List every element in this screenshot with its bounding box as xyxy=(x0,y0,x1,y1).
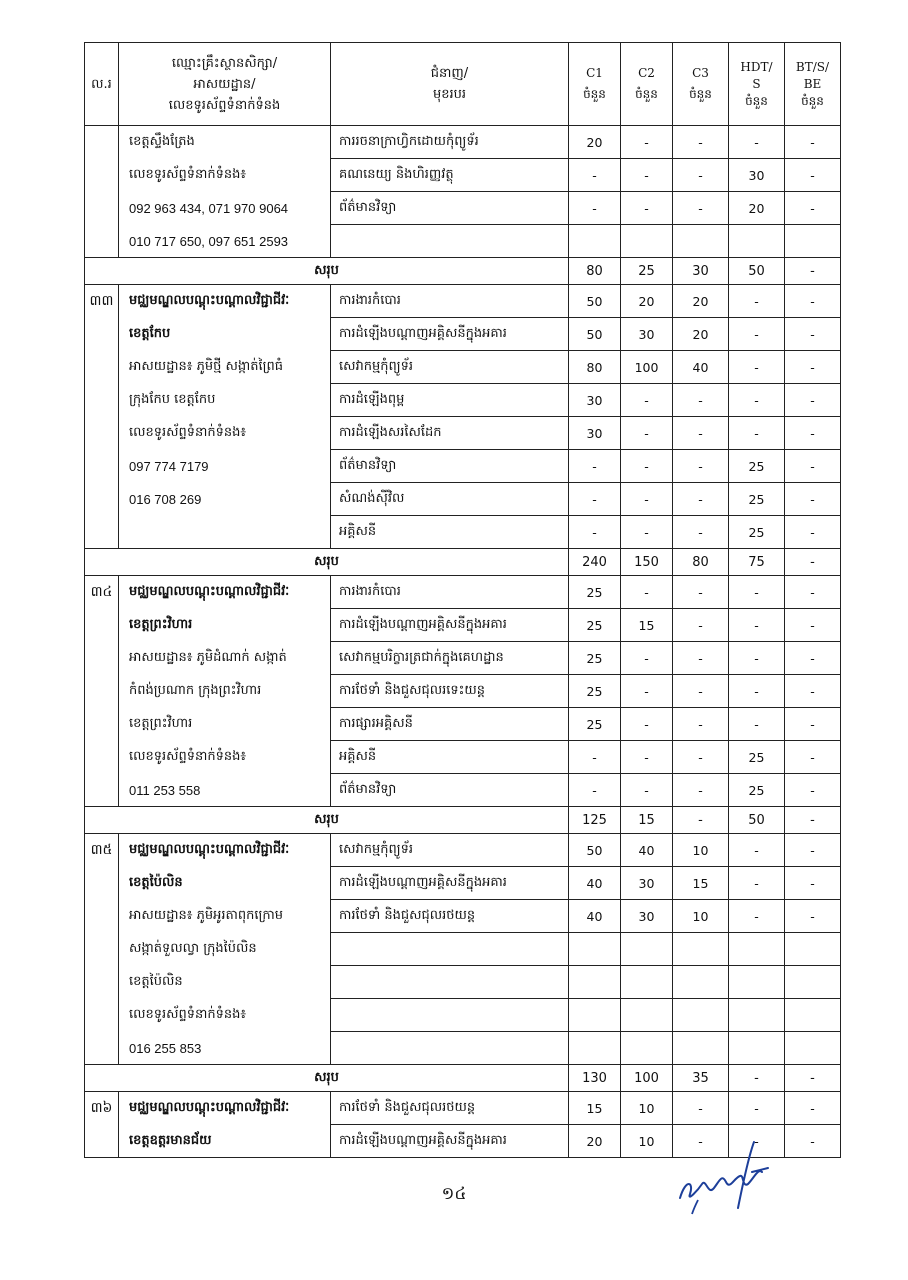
table-row xyxy=(85,675,841,708)
header-skill xyxy=(331,43,569,126)
total-bt-cell: - xyxy=(785,807,841,834)
institution-cell: មជ្ឈមណ្ឌលបណ្តុះបណ្តាលវិជ្ជាជីវៈ xyxy=(119,285,331,318)
c3-count-cell: - xyxy=(673,483,729,516)
header-c1-count: ចំនួន xyxy=(583,87,606,101)
c2-count-cell: 20 xyxy=(621,285,673,318)
bt-count-cell: - xyxy=(785,450,841,483)
hdt-count-cell: - xyxy=(729,708,785,741)
skill-cell: ព័ត៌មានវិទ្យា xyxy=(331,192,569,225)
header-c2-count: ចំនួន xyxy=(635,87,658,101)
c2-count-cell: - xyxy=(621,675,673,708)
c1-count-cell: 40 xyxy=(569,867,621,900)
c1-count-cell: 30 xyxy=(569,384,621,417)
institution-cell: មជ្ឈមណ្ឌលបណ្តុះបណ្តាលវិជ្ជាជីវៈ xyxy=(119,1092,331,1125)
row-index: ៣៣ xyxy=(85,285,119,549)
header-c2-code: C2 xyxy=(638,66,655,80)
page-number: ១៤ xyxy=(441,1184,467,1204)
skill-cell xyxy=(331,966,569,999)
skill-cell: គណនេយ្យ និងហិរញ្ញវត្ថុ xyxy=(331,159,569,192)
bt-count-cell: - xyxy=(785,483,841,516)
header-bt-code1: BT/S/ xyxy=(795,59,830,74)
skill-cell: អគ្គិសនី xyxy=(331,516,569,549)
hdt-count-cell: - xyxy=(729,1092,785,1125)
total-c2-cell: 15 xyxy=(621,807,673,834)
c2-count-cell: - xyxy=(621,450,673,483)
c2-count-cell xyxy=(621,933,673,966)
row-index: ៣៤ xyxy=(85,576,119,807)
c2-count-cell: 30 xyxy=(621,318,673,351)
hdt-count-cell: 25 xyxy=(729,450,785,483)
skill-cell: ការរចនាក្រាហ្វិកដោយកុំព្យូទ័រ xyxy=(331,126,569,159)
total-row xyxy=(85,807,841,834)
hdt-count-cell: 25 xyxy=(729,483,785,516)
header-institution-line1: ឈ្មោះគ្រឹះស្ថានសិក្សា/ xyxy=(171,55,278,71)
enrollment-table xyxy=(84,42,841,1158)
c1-count-cell: 25 xyxy=(569,642,621,675)
bt-count-cell: - xyxy=(785,867,841,900)
hdt-count-cell: - xyxy=(729,417,785,450)
institution-cell: ខេត្តកែប xyxy=(119,318,331,351)
total-hdt-cell: 75 xyxy=(729,549,785,576)
skill-cell: ការងារកំបោរ xyxy=(331,285,569,318)
header-c1 xyxy=(569,43,621,126)
table-row xyxy=(85,483,841,516)
institution-cell: 011 253 558 xyxy=(119,774,331,807)
c2-count-cell: 30 xyxy=(621,867,673,900)
bt-count-cell: - xyxy=(785,576,841,609)
skill-cell: ការដំឡើងសរសៃដែក xyxy=(331,417,569,450)
skill-cell: ការថែទាំ និងជួសជុលរទេះយន្ត xyxy=(331,675,569,708)
skill-cell: ព័ត៌មានវិទ្យា xyxy=(331,774,569,807)
institution-cell: អាសយដ្ឋាន៖ ភូមិដំណាក់ សង្កាត់ xyxy=(119,642,331,675)
institution-cell: លេខទូរស័ព្ទទំនាក់ទំនង៖ xyxy=(119,741,331,774)
skill-cell xyxy=(331,933,569,966)
total-c2-cell: 100 xyxy=(621,1065,673,1092)
c1-count-cell: - xyxy=(569,483,621,516)
total-c1-cell: 130 xyxy=(569,1065,621,1092)
table-row xyxy=(85,285,841,318)
c3-count-cell: 10 xyxy=(673,834,729,867)
c2-count-cell: 40 xyxy=(621,834,673,867)
skill-cell: សេវាកម្មបរិក្ខារត្រជាក់ក្នុងគេហដ្ឋាន xyxy=(331,642,569,675)
c1-count-cell: - xyxy=(569,192,621,225)
row-index: ៣៥ xyxy=(85,834,119,1065)
hdt-count-cell: 30 xyxy=(729,159,785,192)
c1-count-cell xyxy=(569,966,621,999)
header-institution-line3: លេខទូរស័ព្ទទំនាក់ទំនង xyxy=(168,97,281,113)
c1-count-cell: - xyxy=(569,159,621,192)
institution-cell: មជ្ឈមណ្ឌលបណ្តុះបណ្តាលវិជ្ជាជីវៈ xyxy=(119,576,331,609)
c2-count-cell: - xyxy=(621,774,673,807)
institution-cell: ខេត្តឧត្តរមានជ័យ xyxy=(119,1125,331,1158)
c1-count-cell xyxy=(569,225,621,258)
c3-count-cell: - xyxy=(673,774,729,807)
total-c1-cell: 240 xyxy=(569,549,621,576)
c2-count-cell: 100 xyxy=(621,351,673,384)
c3-count-cell: - xyxy=(673,126,729,159)
bt-count-cell: - xyxy=(785,675,841,708)
c3-count-cell: - xyxy=(673,417,729,450)
header-c3-count: ចំនួន xyxy=(689,87,712,101)
table-row xyxy=(85,933,841,966)
bt-count-cell: - xyxy=(785,708,841,741)
c1-count-cell: 25 xyxy=(569,576,621,609)
c1-count-cell xyxy=(569,933,621,966)
hdt-count-cell: - xyxy=(729,126,785,159)
table-row xyxy=(85,576,841,609)
institution-cell: 092 963 434, 071 970 9064 xyxy=(119,192,331,225)
header-bt-code2: BE xyxy=(803,76,822,91)
table-row xyxy=(85,834,841,867)
bt-count-cell: - xyxy=(785,318,841,351)
institution-cell: ខេត្តស្ទឹងត្រែង xyxy=(119,126,331,159)
total-c3-cell: - xyxy=(673,807,729,834)
skill-cell: ការដំឡើងបណ្តាញអគ្គិសនីក្នុងអគារ xyxy=(331,867,569,900)
bt-count-cell: - xyxy=(785,126,841,159)
total-bt-cell: - xyxy=(785,1065,841,1092)
table-row xyxy=(85,966,841,999)
signature xyxy=(672,1138,782,1218)
header-institution-line2: អាសយដ្ឋាន/ xyxy=(193,76,256,92)
c3-count-cell: 20 xyxy=(673,318,729,351)
bt-count-cell: - xyxy=(785,1125,841,1158)
header-bt-count: ចំនួន xyxy=(801,93,824,108)
header-hdt-code2: S xyxy=(752,76,761,91)
c2-count-cell: - xyxy=(621,708,673,741)
institution-cell: ខេត្តប៉ៃលិន xyxy=(119,966,331,999)
hdt-count-cell: - xyxy=(729,609,785,642)
c3-count-cell: - xyxy=(673,609,729,642)
c3-count-cell: 20 xyxy=(673,285,729,318)
skill-cell: សំណង់ស៊ីវិល xyxy=(331,483,569,516)
c1-count-cell xyxy=(569,1032,621,1065)
skill-cell: ការផ្សារអគ្គិសនី xyxy=(331,708,569,741)
c2-count-cell: - xyxy=(621,483,673,516)
table-row xyxy=(85,867,841,900)
c1-count-cell: 20 xyxy=(569,126,621,159)
c2-count-cell: - xyxy=(621,576,673,609)
c1-count-cell: 50 xyxy=(569,318,621,351)
hdt-count-cell: - xyxy=(729,384,785,417)
skill-cell: ការងារកំបោរ xyxy=(331,576,569,609)
skill-cell xyxy=(331,999,569,1032)
bt-count-cell: - xyxy=(785,741,841,774)
c2-count-cell: - xyxy=(621,192,673,225)
table-row xyxy=(85,384,841,417)
bt-count-cell xyxy=(785,999,841,1032)
c3-count-cell xyxy=(673,999,729,1032)
c2-count-cell: - xyxy=(621,642,673,675)
bt-count-cell xyxy=(785,966,841,999)
skill-cell xyxy=(331,225,569,258)
total-hdt-cell: 50 xyxy=(729,807,785,834)
skill-cell: ការដំឡើងពុម្ព xyxy=(331,384,569,417)
header-c1-code: C1 xyxy=(586,66,603,80)
c1-count-cell: 50 xyxy=(569,834,621,867)
header-institution xyxy=(119,43,331,126)
institution-cell: ក្រុងកែប ខេត្តកែប xyxy=(119,384,331,417)
skill-cell: ការដំឡើងបណ្តាញអគ្គិសនីក្នុងអគារ xyxy=(331,609,569,642)
c3-count-cell xyxy=(673,933,729,966)
c3-count-cell: - xyxy=(673,159,729,192)
skill-cell: សេវាកម្មកុំព្យូទ័រ xyxy=(331,834,569,867)
header-hdt-count: ចំនួន xyxy=(745,93,768,108)
institution-cell: លេខទូរស័ព្ទទំនាក់ទំនង៖ xyxy=(119,159,331,192)
table-row xyxy=(85,450,841,483)
total-c3-cell: 80 xyxy=(673,549,729,576)
c3-count-cell: - xyxy=(673,741,729,774)
c2-count-cell xyxy=(621,966,673,999)
total-c1-cell: 125 xyxy=(569,807,621,834)
table-row xyxy=(85,318,841,351)
c2-count-cell: - xyxy=(621,159,673,192)
c2-count-cell: 10 xyxy=(621,1125,673,1158)
c1-count-cell: 20 xyxy=(569,1125,621,1158)
institution-cell: លេខទូរស័ព្ទទំនាក់ទំនង៖ xyxy=(119,417,331,450)
hdt-count-cell: - xyxy=(729,675,785,708)
table-row xyxy=(85,225,841,258)
institution-cell: មជ្ឈមណ្ឌលបណ្តុះបណ្តាលវិជ្ជាជីវៈ xyxy=(119,834,331,867)
header-bt xyxy=(785,43,841,126)
hdt-count-cell: 25 xyxy=(729,741,785,774)
skill-cell: ការដំឡើងបណ្តាញអគ្គិសនីក្នុងអគារ xyxy=(331,318,569,351)
c3-count-cell: - xyxy=(673,642,729,675)
bt-count-cell: - xyxy=(785,159,841,192)
c1-count-cell: 25 xyxy=(569,675,621,708)
total-row xyxy=(85,549,841,576)
bt-count-cell: - xyxy=(785,285,841,318)
c3-count-cell: 15 xyxy=(673,867,729,900)
table-header-row xyxy=(85,43,841,126)
hdt-count-cell: - xyxy=(729,351,785,384)
institution-cell: អាសយដ្ឋាន៖ ភូមិថ្មី សង្កាត់ព្រៃធំ xyxy=(119,351,331,384)
table-row xyxy=(85,1092,841,1125)
header-c3 xyxy=(673,43,729,126)
c1-count-cell: 25 xyxy=(569,609,621,642)
c2-count-cell: - xyxy=(621,126,673,159)
c1-count-cell: 50 xyxy=(569,285,621,318)
hdt-count-cell: - xyxy=(729,576,785,609)
total-row xyxy=(85,258,841,285)
hdt-count-cell xyxy=(729,999,785,1032)
hdt-count-cell: - xyxy=(729,1125,785,1158)
header-skill-line2: មុខរបរ xyxy=(432,87,466,102)
bt-count-cell xyxy=(785,933,841,966)
row-index xyxy=(85,126,119,258)
bt-count-cell: - xyxy=(785,900,841,933)
total-hdt-cell: - xyxy=(729,1065,785,1092)
bt-count-cell xyxy=(785,225,841,258)
hdt-count-cell: 25 xyxy=(729,516,785,549)
bt-count-cell: - xyxy=(785,351,841,384)
hdt-count-cell xyxy=(729,1032,785,1065)
institution-cell: 016 708 269 xyxy=(119,483,331,516)
c2-count-cell: 10 xyxy=(621,1092,673,1125)
bt-count-cell xyxy=(785,1032,841,1065)
bt-count-cell: - xyxy=(785,1092,841,1125)
table-row xyxy=(85,708,841,741)
c2-count-cell: 30 xyxy=(621,900,673,933)
total-row xyxy=(85,1065,841,1092)
skill-cell: អគ្គិសនី xyxy=(331,741,569,774)
c1-count-cell: - xyxy=(569,450,621,483)
table-row xyxy=(85,642,841,675)
c3-count-cell: - xyxy=(673,675,729,708)
table-row xyxy=(85,516,841,549)
institution-cell: 016 255 853 xyxy=(119,1032,331,1065)
institution-cell: 010 717 650, 097 651 2593 xyxy=(119,225,331,258)
c3-count-cell: - xyxy=(673,516,729,549)
total-bt-cell: - xyxy=(785,549,841,576)
table-row xyxy=(85,1032,841,1065)
skill-cell: សេវាកម្មកុំព្យូទ័រ xyxy=(331,351,569,384)
c3-count-cell xyxy=(673,1032,729,1065)
institution-cell: ខេត្តប៉ៃលិន xyxy=(119,867,331,900)
skill-cell xyxy=(331,1032,569,1065)
c3-count-cell: - xyxy=(673,450,729,483)
c2-count-cell xyxy=(621,225,673,258)
hdt-count-cell: 25 xyxy=(729,774,785,807)
bt-count-cell: - xyxy=(785,774,841,807)
table-row xyxy=(85,900,841,933)
institution-cell xyxy=(119,516,331,549)
c2-count-cell: - xyxy=(621,516,673,549)
skill-cell: ព័ត៌មានវិទ្យា xyxy=(331,450,569,483)
total-c1-cell: 80 xyxy=(569,258,621,285)
c1-count-cell: 80 xyxy=(569,351,621,384)
bt-count-cell: - xyxy=(785,642,841,675)
header-hdt-code1: HDT/ xyxy=(740,59,773,74)
bt-count-cell: - xyxy=(785,609,841,642)
total-c2-cell: 150 xyxy=(621,549,673,576)
hdt-count-cell: - xyxy=(729,867,785,900)
c1-count-cell: - xyxy=(569,774,621,807)
c1-count-cell: - xyxy=(569,741,621,774)
header-hdt xyxy=(729,43,785,126)
institution-cell: អាសយដ្ឋាន៖ ភូមិអូរតាពុកក្រោម xyxy=(119,900,331,933)
total-label: សរុប xyxy=(85,1065,569,1092)
table-row xyxy=(85,192,841,225)
c2-count-cell: - xyxy=(621,384,673,417)
institution-cell: ខេត្តព្រះវិហារ xyxy=(119,609,331,642)
c3-count-cell xyxy=(673,225,729,258)
bt-count-cell: - xyxy=(785,192,841,225)
header-no: ល.រ xyxy=(85,43,119,126)
c3-count-cell: - xyxy=(673,192,729,225)
table-row xyxy=(85,609,841,642)
bt-count-cell: - xyxy=(785,417,841,450)
skill-cell: ការថែទាំ និងជួសជុលរថយន្ត xyxy=(331,900,569,933)
institution-cell: ខេត្តព្រះវិហារ xyxy=(119,708,331,741)
row-index: ៣៦ xyxy=(85,1092,119,1158)
table-row xyxy=(85,999,841,1032)
c1-count-cell: 15 xyxy=(569,1092,621,1125)
skill-cell: ការដំឡើងបណ្តាញអគ្គិសនីក្នុងអគារ xyxy=(331,1125,569,1158)
skill-cell: ការថែទាំ និងជួសជុលរថយន្ត xyxy=(331,1092,569,1125)
hdt-count-cell xyxy=(729,933,785,966)
c2-count-cell: - xyxy=(621,741,673,774)
hdt-count-cell: - xyxy=(729,834,785,867)
c3-count-cell: 40 xyxy=(673,351,729,384)
header-c2 xyxy=(621,43,673,126)
total-c3-cell: 30 xyxy=(673,258,729,285)
c3-count-cell: - xyxy=(673,708,729,741)
table-row xyxy=(85,351,841,384)
c1-count-cell: - xyxy=(569,516,621,549)
table-row xyxy=(85,741,841,774)
total-label: សរុប xyxy=(85,807,569,834)
c3-count-cell: - xyxy=(673,1092,729,1125)
c1-count-cell: 30 xyxy=(569,417,621,450)
hdt-count-cell: - xyxy=(729,900,785,933)
institution-cell: សង្កាត់ទួលល្វា ក្រុងប៉ៃលិន xyxy=(119,933,331,966)
table-row xyxy=(85,126,841,159)
header-c3-code: C3 xyxy=(692,66,709,80)
hdt-count-cell: - xyxy=(729,318,785,351)
c2-count-cell: - xyxy=(621,417,673,450)
table-body xyxy=(85,126,841,1158)
institution-cell: កំពង់ប្រណាក ក្រុងព្រះវិហារ xyxy=(119,675,331,708)
c3-count-cell: - xyxy=(673,384,729,417)
c2-count-cell xyxy=(621,1032,673,1065)
c3-count-cell: 10 xyxy=(673,900,729,933)
c3-count-cell xyxy=(673,966,729,999)
hdt-count-cell xyxy=(729,966,785,999)
c2-count-cell xyxy=(621,999,673,1032)
total-hdt-cell: 50 xyxy=(729,258,785,285)
hdt-count-cell xyxy=(729,225,785,258)
bt-count-cell: - xyxy=(785,834,841,867)
bt-count-cell: - xyxy=(785,516,841,549)
total-bt-cell: - xyxy=(785,258,841,285)
hdt-count-cell: 20 xyxy=(729,192,785,225)
table-row xyxy=(85,417,841,450)
c1-count-cell: 25 xyxy=(569,708,621,741)
c3-count-cell: - xyxy=(673,576,729,609)
c1-count-cell: 40 xyxy=(569,900,621,933)
hdt-count-cell: - xyxy=(729,642,785,675)
total-label: សរុប xyxy=(85,549,569,576)
c1-count-cell xyxy=(569,999,621,1032)
total-c2-cell: 25 xyxy=(621,258,673,285)
total-label: សរុប xyxy=(85,258,569,285)
table-row xyxy=(85,774,841,807)
header-skill-line1: ជំនាញ/ xyxy=(430,66,469,81)
c2-count-cell: 15 xyxy=(621,609,673,642)
c3-count-cell: - xyxy=(673,1125,729,1158)
institution-cell: លេខទូរស័ព្ទទំនាក់ទំនង៖ xyxy=(119,999,331,1032)
hdt-count-cell: - xyxy=(729,285,785,318)
total-c3-cell: 35 xyxy=(673,1065,729,1092)
table-row xyxy=(85,159,841,192)
institution-cell: 097 774 7179 xyxy=(119,450,331,483)
bt-count-cell: - xyxy=(785,384,841,417)
